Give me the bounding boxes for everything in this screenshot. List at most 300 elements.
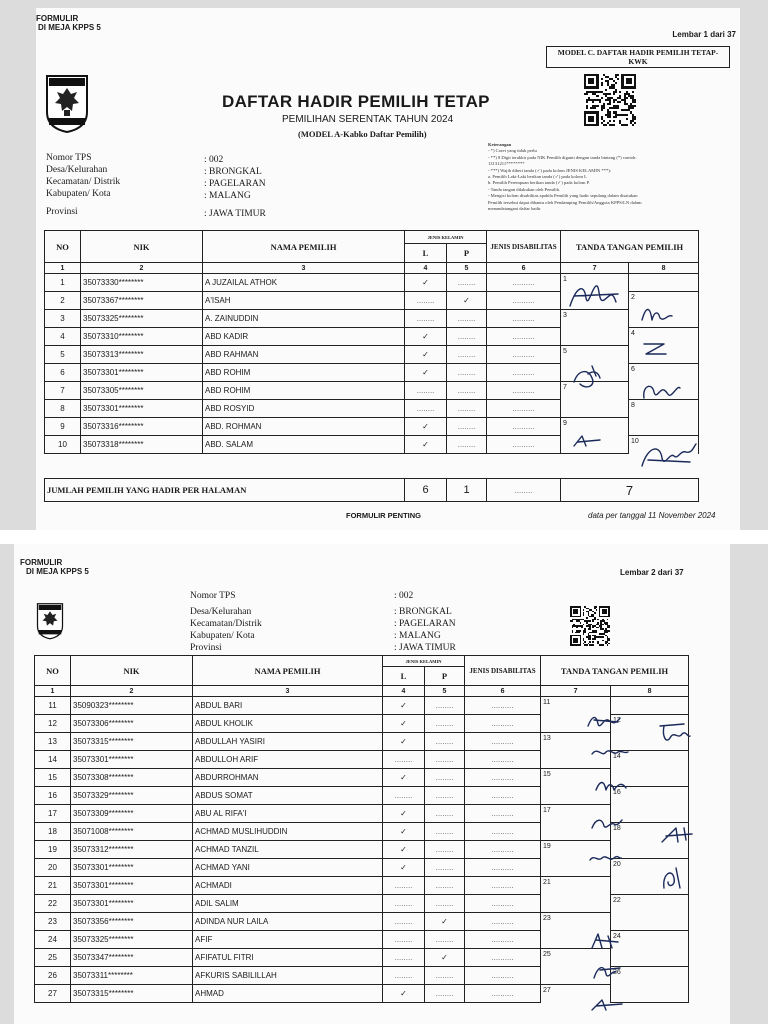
row-disabilitas: ..........: [487, 382, 561, 400]
col-header-tanda-tangan: TANDA TANGAN PEMILIH: [561, 231, 699, 263]
row-nik: 35073311********: [71, 967, 193, 985]
column-number: 7: [541, 686, 611, 697]
row-disabilitas: ..........: [465, 697, 541, 715]
row-signature-right: [611, 895, 689, 913]
row-nama: ACHMAD YANI: [193, 859, 383, 877]
note-line: - **) 8 Digit terakhir pada NIK Pemilih diganti dengan tanda bintang (*) contoh:: [488, 154, 637, 160]
row-gender-l: ✓: [405, 346, 447, 364]
row-gender-p: ✓: [425, 913, 465, 931]
row-disabilitas: ..........: [487, 400, 561, 418]
row-signature-left: [561, 346, 629, 364]
row-no: 6: [45, 364, 81, 382]
row-nama: ABD ROSYID: [203, 400, 405, 418]
column-number-row: [35, 686, 689, 697]
col-header-nama: NAMA PEMILIH: [193, 656, 383, 686]
row-nik: 35073325********: [71, 931, 193, 949]
row-disabilitas: ..........: [465, 877, 541, 895]
row-gender-l: ........: [405, 400, 447, 418]
handwritten-signature: [588, 930, 622, 952]
note-line: - Mengisi kolom disabilitas apabila Pemilih yang hadir sepulang dalam disatukan: [488, 193, 638, 199]
row-no: 9: [45, 418, 81, 436]
info-value: : MALANG: [394, 631, 441, 641]
row-nik: 35073301********: [71, 859, 193, 877]
notes-list: [488, 148, 738, 212]
handwritten-signature: [584, 710, 624, 732]
signature-number: 15: [543, 771, 551, 778]
row-gender-l: ✓: [405, 328, 447, 346]
info-label: Provinsi: [190, 643, 222, 653]
row-signature-right: [629, 274, 699, 292]
row-gender-p: ........: [425, 895, 465, 913]
row-nik: 35073367********: [81, 292, 203, 310]
signature-number: 8: [631, 402, 635, 409]
note-line: Pemilih tersebut dapat dibantu oleh Pendamping Pemilih/Anggota KPPS/LN dalam: [488, 199, 642, 205]
row-disabilitas: ..........: [465, 949, 541, 967]
row-no: 3: [45, 310, 81, 328]
handwritten-signature: [656, 824, 696, 846]
signature-number: 18: [613, 825, 621, 832]
signature-number: 23: [543, 915, 551, 922]
row-nik: 35073329********: [71, 787, 193, 805]
info-values: [394, 590, 456, 654]
row-disabilitas: ..........: [487, 364, 561, 382]
row-gender-l: ........: [383, 877, 425, 895]
row-disabilitas: ..........: [487, 418, 561, 436]
row-signature-right: [611, 931, 689, 949]
signature-number: 19: [543, 843, 551, 850]
row-gender-l: ........: [383, 949, 425, 967]
row-gender-p: ........: [425, 697, 465, 715]
row-no: 8: [45, 400, 81, 418]
row-gender-p: ........: [425, 931, 465, 949]
handwritten-signature: [588, 814, 624, 832]
note-line: - ***) Wajib diberi tanda (✓) pada kolom JENIS KELAMIN ***):: [488, 167, 612, 173]
row-no: 4: [45, 328, 81, 346]
notes-title: Keterangan: [488, 142, 512, 147]
kpu-logo: [34, 600, 66, 645]
row-signature-left: [541, 913, 611, 931]
row-disabilitas: ..........: [465, 895, 541, 913]
row-gender-l: ✓: [383, 733, 425, 751]
row-gender-p: ........: [425, 769, 465, 787]
row-gender-p: ........: [425, 877, 465, 895]
row-no: 11: [35, 697, 71, 715]
row-nama: ABDULLAH YASIRI: [193, 733, 383, 751]
row-nama: AFIF: [193, 931, 383, 949]
column-number: 1: [35, 686, 71, 697]
row-disabilitas: ..........: [487, 292, 561, 310]
row-gender-l: ........: [405, 292, 447, 310]
formulir-tag-line2: DI MEJA KPPS 5: [26, 567, 89, 576]
note-line: menandatangani daftar hadir: [488, 206, 541, 212]
column-number: 8: [611, 686, 689, 697]
info-label: Nomor TPS: [190, 591, 236, 601]
model-line: (MODEL A-Kabko Daftar Pemilih): [298, 129, 427, 139]
table-row: [45, 328, 699, 346]
row-nik: 35073318********: [81, 436, 203, 454]
jumlah-label: JUMLAH PEMILIH YANG HADIR PER HALAMAN: [45, 479, 405, 502]
row-nik: 35073356********: [71, 913, 193, 931]
handwritten-signature: [588, 996, 624, 1014]
handwritten-signature: [590, 776, 630, 796]
row-gender-l: ........: [405, 310, 447, 328]
column-number: 2: [71, 686, 193, 697]
row-gender-l: ✓: [383, 769, 425, 787]
row-nama: ABD. ROHMAN: [203, 418, 405, 436]
col-header-nik: NIK: [81, 231, 203, 263]
handwritten-signature: [566, 278, 622, 314]
info-label: Kecamatan/ Distrik: [46, 177, 121, 187]
row-nik: 35073305********: [81, 382, 203, 400]
col-header-no: NO: [45, 231, 81, 263]
info-value: : 002: [394, 591, 414, 601]
column-number: 4: [405, 263, 447, 274]
row-gender-p: ........: [425, 805, 465, 823]
row-gender-l: ✓: [405, 274, 447, 292]
row-gender-l: ........: [383, 967, 425, 985]
row-nama: ACHMAD TANZIL: [193, 841, 383, 859]
formulir-tag-line2: DI MEJA KPPS 5: [38, 23, 101, 32]
handwritten-signature: [654, 718, 694, 748]
col-header-l: L: [383, 667, 425, 686]
row-no: 24: [35, 931, 71, 949]
handwritten-signature: [568, 362, 612, 394]
note-line: a. Pemilih Laki-Laki berikan tanda (✓) pada kolom L: [488, 174, 587, 180]
lembar-label: Lembar 1 dari 37: [672, 30, 736, 39]
row-no: 13: [35, 733, 71, 751]
page-subtitle: PEMILIHAN SERENTAK TAHUN 2024: [282, 114, 454, 125]
row-no: 22: [35, 895, 71, 913]
row-no: 27: [35, 985, 71, 1003]
qr-code: [584, 74, 636, 126]
info-labels: [190, 590, 262, 654]
signature-number: 20: [613, 861, 621, 868]
row-gender-l: ✓: [383, 715, 425, 733]
row-gender-p: ........: [447, 274, 487, 292]
handwritten-signature: [636, 440, 700, 474]
row-gender-l: ✓: [383, 841, 425, 859]
row-nama: ADIL SALIM: [193, 895, 383, 913]
jumlah-row: [44, 478, 699, 502]
row-gender-p: ........: [447, 310, 487, 328]
info-label: Kabupaten/ Kota: [46, 189, 111, 199]
row-nama: ABDUS SOMAT: [193, 787, 383, 805]
row-disabilitas: ..........: [465, 787, 541, 805]
row-gender-p: ✓: [447, 292, 487, 310]
row-gender-p: ........: [425, 823, 465, 841]
row-nik: 35073310********: [81, 328, 203, 346]
row-disabilitas: ..........: [465, 841, 541, 859]
handwritten-signature: [640, 338, 670, 358]
info-label: Desa/Kelurahan: [190, 607, 252, 617]
row-gender-p: ........: [447, 346, 487, 364]
row-nik: 35073301********: [81, 400, 203, 418]
col-header-disabilitas: JENIS DISABILITAS: [487, 231, 561, 263]
row-nama: A JUZAILAL ATHOK: [203, 274, 405, 292]
col-header-l: L: [405, 244, 447, 263]
info-value: : BRONGKAL: [204, 167, 262, 177]
info-value: : MALANG: [204, 191, 251, 201]
column-number: 6: [487, 263, 561, 274]
row-nik: 35073330********: [81, 274, 203, 292]
handwritten-signature: [658, 864, 688, 892]
col-header-jenis-kelamin: JENIS KELAMIN: [383, 656, 465, 667]
signature-number: 25: [543, 951, 551, 958]
table-row: [35, 913, 689, 931]
row-nama: AFKURIS SABILILLAH: [193, 967, 383, 985]
signature-number: 14: [613, 753, 621, 760]
column-number: 3: [203, 263, 405, 274]
row-signature-right: [611, 967, 689, 985]
row-gender-p: ........: [425, 715, 465, 733]
column-number-row: [45, 263, 699, 274]
formulir-tag-line1: FORMULIR: [20, 558, 63, 567]
column-number: 5: [425, 686, 465, 697]
row-disabilitas: ..........: [465, 913, 541, 931]
row-signature-left: [541, 895, 611, 913]
handwritten-signature: [588, 744, 630, 760]
row-nama: ABDURROHMAN: [193, 769, 383, 787]
row-gender-p: ........: [447, 328, 487, 346]
row-gender-p: ........: [425, 787, 465, 805]
signature-number: 6: [631, 366, 635, 373]
row-no: 2: [45, 292, 81, 310]
signature-number: 22: [613, 897, 621, 904]
column-number: 7: [561, 263, 629, 274]
row-nama: ABD KADIR: [203, 328, 405, 346]
handwritten-signature: [590, 960, 622, 984]
handwritten-signature: [570, 432, 604, 450]
row-nik: 35073315********: [71, 985, 193, 1003]
row-nik: 35090323********: [71, 697, 193, 715]
col-header-disabilitas: JENIS DISABILITAS: [465, 656, 541, 686]
row-nama: AFIFATUL FITRI: [193, 949, 383, 967]
info-label: Kecamatan/Distrik: [190, 619, 262, 629]
signature-number: 21: [543, 879, 551, 886]
col-header-p: P: [425, 667, 465, 686]
row-gender-p: ........: [425, 751, 465, 769]
row-nama: ABU AL RIFA'I: [193, 805, 383, 823]
row-nama: ABD. SALAM: [203, 436, 405, 454]
handwritten-signature: [586, 850, 622, 866]
row-gender-l: ........: [383, 895, 425, 913]
info-label: Nomor TPS: [46, 153, 92, 163]
row-disabilitas: ..........: [465, 715, 541, 733]
row-gender-l: ✓: [405, 436, 447, 454]
info-label: Desa/Kelurahan: [46, 165, 108, 175]
row-disabilitas: ..........: [487, 274, 561, 292]
table-row: [35, 877, 689, 895]
row-gender-l: ✓: [405, 364, 447, 382]
row-disabilitas: ..........: [465, 751, 541, 769]
jumlah-l: 6: [405, 479, 447, 502]
row-nik: 35073315********: [71, 733, 193, 751]
table-row: [45, 346, 699, 364]
info-label: Provinsi: [46, 207, 78, 217]
row-no: 23: [35, 913, 71, 931]
signature-number: 5: [563, 348, 567, 355]
kpu-logo: [44, 70, 90, 139]
col-header-p: P: [447, 244, 487, 263]
handwritten-signature: [638, 378, 682, 406]
row-gender-p: ........: [447, 382, 487, 400]
row-no: 7: [45, 382, 81, 400]
col-header-nik: NIK: [71, 656, 193, 686]
note-line: - *) Coret yang tidak perlu: [488, 148, 537, 154]
row-nama: AHMAD: [193, 985, 383, 1003]
row-no: 26: [35, 967, 71, 985]
row-gender-l: ........: [405, 382, 447, 400]
page-2: [14, 544, 730, 1024]
signature-number: 1: [563, 276, 567, 283]
info-value: : JAWA TIMUR: [204, 209, 266, 219]
row-signature-right: [629, 418, 699, 436]
info-label: Kabupaten/ Kota: [190, 631, 255, 641]
row-nik: 35073309********: [71, 805, 193, 823]
row-disabilitas: ..........: [465, 985, 541, 1003]
row-nama: ABD ROHIM: [203, 382, 405, 400]
jumlah-total: 7: [561, 479, 699, 502]
row-gender-l: ✓: [383, 823, 425, 841]
row-no: 20: [35, 859, 71, 877]
column-number: 1: [45, 263, 81, 274]
info-value: : JAWA TIMUR: [394, 643, 456, 653]
row-no: 10: [45, 436, 81, 454]
row-no: 18: [35, 823, 71, 841]
row-no: 5: [45, 346, 81, 364]
row-gender-p: ........: [447, 436, 487, 454]
row-nik: 35073347********: [71, 949, 193, 967]
column-number: 2: [81, 263, 203, 274]
page-separator: [0, 530, 768, 544]
row-no: 14: [35, 751, 71, 769]
row-nama: ABD ROHIM: [203, 364, 405, 382]
table-row: [45, 400, 699, 418]
signature-number: 27: [543, 987, 551, 994]
row-nama: ABDULLOH ARIF: [193, 751, 383, 769]
row-signature-left: [561, 400, 629, 418]
row-gender-l: ✓: [383, 697, 425, 715]
row-nik: 35073316********: [81, 418, 203, 436]
row-gender-p: ✓: [425, 949, 465, 967]
row-nik: 35073308********: [71, 769, 193, 787]
notes-block: [488, 142, 738, 212]
row-no: 17: [35, 805, 71, 823]
row-nama: ABDUL KHOLIK: [193, 715, 383, 733]
row-gender-l: ✓: [383, 859, 425, 877]
note-line: b. Pemilih Perempuan berikan tanda (✓) pada kolom P.: [488, 180, 590, 186]
info-value: : BRONGKAL: [394, 607, 452, 617]
signature-number: 3: [563, 312, 567, 319]
row-nik: 35073306********: [71, 715, 193, 733]
row-no: 1: [45, 274, 81, 292]
row-no: 25: [35, 949, 71, 967]
row-gender-p: ........: [425, 967, 465, 985]
row-disabilitas: ..........: [465, 769, 541, 787]
handwritten-signature: [638, 302, 678, 326]
row-gender-p: ........: [447, 364, 487, 382]
row-nama: ABD RAHMAN: [203, 346, 405, 364]
row-disabilitas: ..........: [487, 436, 561, 454]
row-nama: ADINDA NUR LAILA: [193, 913, 383, 931]
row-gender-p: ........: [425, 985, 465, 1003]
row-signature-left: [541, 877, 611, 895]
formulir-tag: [20, 558, 89, 576]
column-number: 5: [447, 263, 487, 274]
row-gender-p: ........: [447, 400, 487, 418]
row-no: 12: [35, 715, 71, 733]
footer-right: data per tanggal 11 November 2024: [588, 511, 716, 520]
signature-number: 10: [631, 438, 639, 445]
col-header-tanda-tangan: TANDA TANGAN PEMILIH: [541, 656, 689, 686]
row-gender-p: ........: [425, 859, 465, 877]
row-disabilitas: ..........: [487, 310, 561, 328]
row-nik: 35073301********: [81, 364, 203, 382]
note-line: 13131211********: [488, 161, 525, 167]
row-nik: 35073325********: [81, 310, 203, 328]
col-header-no: NO: [35, 656, 71, 686]
row-nama: ABDUL BARI: [193, 697, 383, 715]
row-nik: 35073301********: [71, 895, 193, 913]
jumlah-p: 1: [447, 479, 487, 502]
row-gender-p: ........: [425, 841, 465, 859]
column-number: 3: [193, 686, 383, 697]
row-gender-l: ✓: [383, 805, 425, 823]
row-nama: A. ZAINUDDIN: [203, 310, 405, 328]
column-number: 8: [629, 263, 699, 274]
signature-number: 24: [613, 933, 621, 940]
row-nik: 35073312********: [71, 841, 193, 859]
row-gender-l: ........: [383, 913, 425, 931]
table-row: [35, 895, 689, 913]
column-number: 6: [465, 686, 541, 697]
row-nik: 35073301********: [71, 751, 193, 769]
signature-number: 7: [563, 384, 567, 391]
row-gender-l: ........: [383, 931, 425, 949]
row-gender-l: ✓: [405, 418, 447, 436]
signature-number: 16: [613, 789, 621, 796]
row-disabilitas: ..........: [465, 859, 541, 877]
row-disabilitas: ..........: [465, 967, 541, 985]
row-no: 16: [35, 787, 71, 805]
signature-number: 26: [613, 969, 621, 976]
row-nik: 35073313********: [81, 346, 203, 364]
signature-number: 11: [543, 699, 551, 706]
row-gender-l: ✓: [383, 985, 425, 1003]
col-header-jenis-kelamin: JENIS KELAMIN: [405, 231, 487, 244]
jumlah-dis: ........: [487, 479, 561, 502]
signature-number: 2: [631, 294, 635, 301]
column-number: 4: [383, 686, 425, 697]
model-box: MODEL C. DAFTAR HADIR PEMILIH TETAP-KWK: [546, 46, 730, 68]
row-disabilitas: ..........: [465, 931, 541, 949]
row-signature-right: [611, 949, 689, 967]
formulir-tag-line1: FORMULIR: [36, 14, 79, 23]
row-disabilitas: ..........: [487, 346, 561, 364]
row-disabilitas: ..........: [465, 805, 541, 823]
row-disabilitas: ..........: [487, 328, 561, 346]
row-signature-right: [611, 913, 689, 931]
row-nama: ACHMADI: [193, 877, 383, 895]
info-value: : PAGELARAN: [204, 179, 266, 189]
row-nama: A'ISAH: [203, 292, 405, 310]
row-nik: 35071008********: [71, 823, 193, 841]
info-labels: [46, 152, 120, 218]
info-value: : 002: [204, 155, 224, 165]
row-no: 21: [35, 877, 71, 895]
row-no: 15: [35, 769, 71, 787]
lembar-label: Lembar 2 dari 37: [620, 568, 684, 577]
